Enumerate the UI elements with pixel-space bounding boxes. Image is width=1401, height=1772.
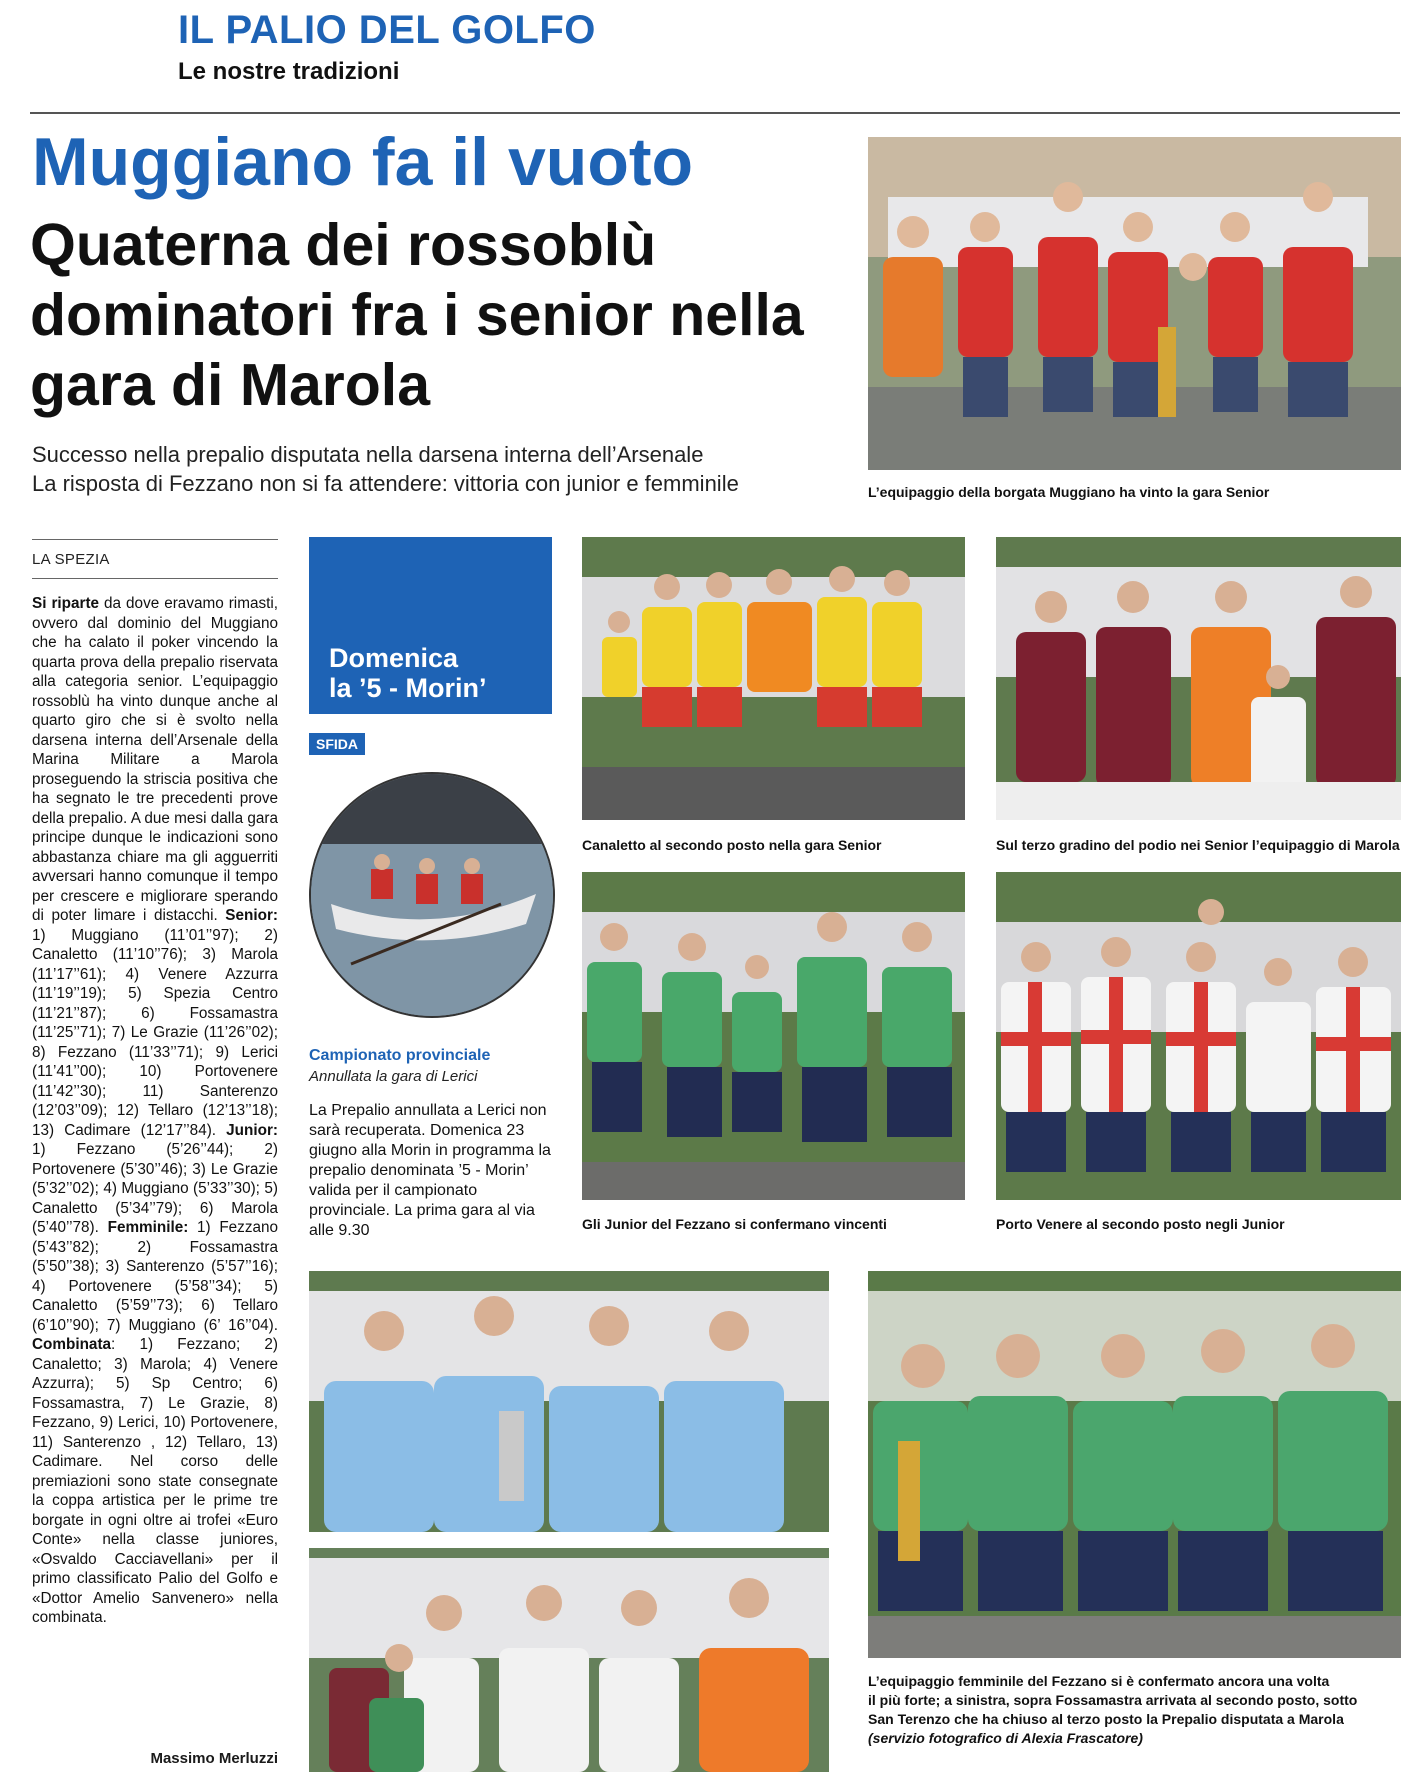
caption-female-line-3: San Terenzo che ha chiuso al terzo posto la Prepalio disputata a Marola xyxy=(868,1711,1344,1727)
article-intro: da dove eravamo rimasti, ovvero dal dominio del Muggiano che ha calato il poker vincendo la quarta prova della prepalio riservata alla categoria senior. L’equipaggio rossoblù ha vinto dunque anche al quarto giro che si è svolto nella darsena interna dell’Arsenale della Marina Militare a Marola proseguendo la striscia positiva che ha segnato le tre precedenti prove della prepalio. A due mesi dalla gara principe dunque le indicazioni sono abbastanza chiare ma gli agguerriti avversari hanno comunque il tempo per crescere e migliorare sperando di poter limare i distacchi. xyxy=(32,595,279,924)
sidebar-title xyxy=(329,643,487,703)
article-kicker: Muggiano fa il vuoto xyxy=(32,124,694,200)
combined-results: : 1) Fezzano; 2) Canaletto; 3) Marola; 4) Venere Azzurra); 5) Sp Centro; 6) Fossamastra, 7) Le Grazie, 8) Fezzano, 9) Lerici, 10) Portovenere, 11) Santerenzo , 12) Tellaro, 13) Cadimare. Nel corso delle premiazioni sono state consegnate la coppa artistica per le prime tre borgate in ogni oltre ai trofei «Euro Conte» nella classe juniores, «Osvaldo Cacciavellani» per il primo classificato Palio del Golfo e «Dottor Amelio Sanvenero» nella combinata. xyxy=(32,1336,278,1626)
female-label: Femminile: xyxy=(107,1219,189,1236)
sidebar-subheading: Annullata la gara di Lerici xyxy=(309,1068,478,1085)
photo-female-fezzano xyxy=(868,1271,1401,1658)
caption-female-fezzano xyxy=(868,1672,1401,1748)
sidebar-title-line-2: la ’5 - Morin’ xyxy=(329,673,487,703)
sidebar-title-box xyxy=(309,537,552,714)
sidebar-title-line-1: Domenica xyxy=(329,643,459,673)
header-divider xyxy=(30,112,1400,114)
female-results: 1) Fezzano (5’43’’82); 2) Fossamastra (5’50’’38); 3) Santerenzo (5’57’’16); 4) Portovenere (5’58’’34); 5) Canaletto (5’59’’73); 6) Tellaro (6’10’’90); 7) Muggiano (6’ 16’’04). xyxy=(32,1219,278,1334)
column-rule xyxy=(32,539,278,540)
photo-junior-fezzano xyxy=(582,872,965,1200)
sidebar-body: La Prepalio annullata a Lerici non sarà recuperata. Domenica 23 giugno alla Morin in programma la prepalio denominata ’5 - Morin’ valida per il campionato provinciale. La prima gara al via alle 9.30 xyxy=(309,1102,551,1239)
column-rule xyxy=(32,578,278,579)
photo-credit: (servizio fotografico di Alexia Frascatore) xyxy=(868,1730,1143,1746)
section-subtitle: Le nostre tradizioni xyxy=(178,58,400,85)
article-headline: Quaterna dei rossoblù dominatori fra i senior nella gara di Marola xyxy=(30,212,804,418)
dateline: LA SPEZIA xyxy=(32,551,110,568)
byline: Massimo Merluzzi xyxy=(150,1750,278,1767)
lead-words: Si riparte xyxy=(32,595,100,612)
combined-label: Combinata xyxy=(32,1336,112,1353)
photo-muggiano-senior xyxy=(868,137,1401,470)
photo-canaletto xyxy=(582,537,965,820)
deck-line-2: La risposta di Fezzano non si fa attendere: vittoria con junior e femminile xyxy=(32,471,739,496)
caption-female-line-2: il più forte; a sinistra, sopra Fossamastra arrivata al secondo posto, sotto xyxy=(868,1692,1358,1708)
senior-label: Senior: xyxy=(225,907,278,924)
caption-muggiano: L’equipaggio della borgata Muggiano ha vinto la gara Senior xyxy=(868,484,1270,500)
senior-results: 1) Muggiano (11’01’’97); 2) Canaletto (11’10’’76); 3) Marola (11’17’’61); 4) Venere Azzurra (11’19’’19); 5) Spezia Centro (11’21’’87); 6) Fossamastra (11’25’’71); 7) Le Grazie (11’26’’02); 8) Fezzano (11’33’’71); 9) Lerici (11’41’’00); 10) Portovenere (11’42’’30); 11) Santerenzo (12’03’’09); 12) Tellaro (12’13’’18); 13) Cadimare (12’17’’84). xyxy=(32,926,278,1139)
junior-results: 1) Fezzano (5’26’’44); 2) Portovenere (5’30’’46); 3) Le Grazie (5’32’’02); 4) Muggiano (5’33’’30); 5) Canaletto (5’34’’79); 6) Marola (5’40’’78). xyxy=(32,1141,278,1236)
photo-rowing-boat xyxy=(309,772,555,1018)
caption-junior-fezzano: Gli Junior del Fezzano si confermano vincenti xyxy=(582,1216,887,1232)
caption-porto-venere: Porto Venere al secondo posto negli Junior xyxy=(996,1216,1285,1232)
caption-female-line-1: L’equipaggio femminile del Fezzano si è confermato ancora una volta xyxy=(868,1673,1330,1689)
caption-canaletto: Canaletto al secondo posto nella gara Senior xyxy=(582,837,882,853)
sidebar-tag: SFIDA xyxy=(309,733,365,755)
deck-line-1: Successo nella prepalio disputata nella darsena interna dell’Arsenale xyxy=(32,442,704,467)
section-title: IL PALIO DEL GOLFO xyxy=(178,8,596,52)
article-deck xyxy=(32,440,852,498)
junior-label: Junior: xyxy=(226,1121,278,1139)
photo-fossamastra xyxy=(309,1271,829,1532)
photo-porto-venere xyxy=(996,872,1401,1200)
photo-san-terenzo xyxy=(309,1548,829,1772)
sidebar-heading: Campionato provinciale xyxy=(309,1047,491,1064)
caption-marola: Sul terzo gradino del podio nei Senior l’equipaggio di Marola xyxy=(996,837,1400,853)
article-body xyxy=(32,594,278,1628)
photo-marola xyxy=(996,537,1401,820)
